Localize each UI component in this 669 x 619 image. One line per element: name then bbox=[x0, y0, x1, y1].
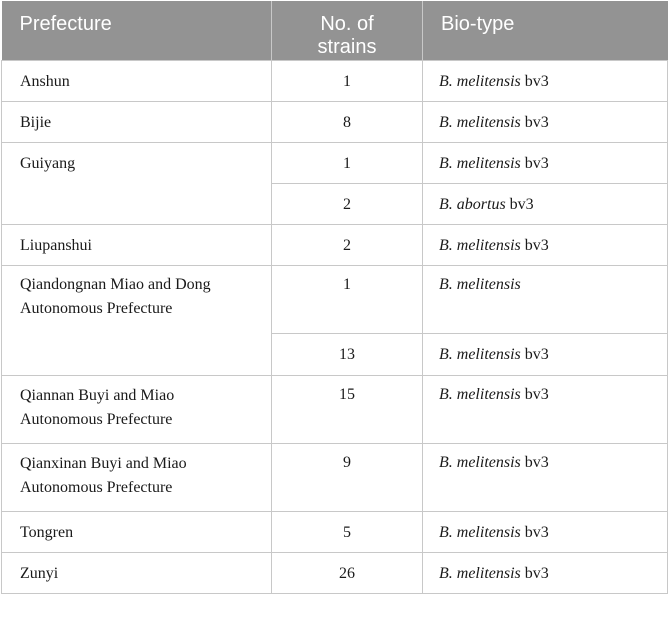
biovar: bv3 bbox=[524, 523, 549, 541]
header-row bbox=[2, 1, 668, 60]
table-row bbox=[2, 60, 668, 101]
cell-biotype bbox=[423, 224, 668, 265]
header-strains bbox=[272, 1, 423, 60]
cell-biotype bbox=[423, 265, 668, 333]
table-header bbox=[2, 1, 668, 60]
table-row bbox=[2, 142, 668, 183]
cell-biotype bbox=[423, 552, 668, 593]
prefecture-line2: Autonomous Prefecture bbox=[20, 478, 173, 496]
species-name: B. melitensis bbox=[439, 236, 521, 254]
cell-biotype bbox=[423, 60, 668, 101]
prefecture-line1: Qianxinan Buyi and Miao bbox=[20, 454, 187, 472]
cell-prefecture: Tongren bbox=[2, 511, 272, 552]
brucella-strains-table bbox=[1, 1, 668, 594]
species-name: B. melitensis bbox=[439, 72, 521, 90]
biovar: bv3 bbox=[524, 236, 549, 254]
biovar: bv3 bbox=[524, 564, 549, 582]
species-name: B. melitensis bbox=[439, 154, 521, 172]
prefecture-line2: Autonomous Prefecture bbox=[20, 299, 173, 317]
cell-strains: 8 bbox=[272, 101, 423, 142]
cell-biotype bbox=[423, 101, 668, 142]
header-prefecture: Prefecture bbox=[2, 1, 272, 60]
biovar: bv3 bbox=[524, 72, 549, 90]
species-name: B. melitensis bbox=[439, 523, 521, 541]
biovar: bv3 bbox=[509, 195, 534, 213]
cell-biotype bbox=[423, 443, 668, 511]
table-row bbox=[2, 101, 668, 142]
prefecture-line2: Autonomous Prefecture bbox=[20, 410, 173, 428]
cell-strains: 15 bbox=[272, 375, 423, 443]
table-body bbox=[2, 60, 668, 593]
header-strains-line2: strains bbox=[317, 36, 377, 58]
biovar: bv3 bbox=[524, 345, 549, 363]
species-name: B. melitensis bbox=[439, 453, 521, 471]
table-row bbox=[2, 443, 668, 511]
species-name: B. melitensis bbox=[439, 385, 521, 403]
cell-strains: 9 bbox=[272, 443, 423, 511]
cell-biotype bbox=[423, 375, 668, 443]
cell-prefecture: Liupanshui bbox=[2, 224, 272, 265]
table-row bbox=[2, 375, 668, 443]
biovar: bv3 bbox=[524, 113, 549, 131]
cell-biotype bbox=[423, 333, 668, 375]
species-name: B. melitensis bbox=[439, 275, 521, 293]
biovar: bv3 bbox=[524, 385, 549, 403]
cell-strains: 2 bbox=[272, 183, 423, 224]
species-name: B. melitensis bbox=[439, 113, 521, 131]
prefecture-line1: Qiannan Buyi and Miao bbox=[20, 386, 175, 404]
species-name: B. abortus bbox=[439, 195, 506, 213]
cell-strains: 1 bbox=[272, 142, 423, 183]
cell-biotype bbox=[423, 142, 668, 183]
table-row bbox=[2, 511, 668, 552]
cell-prefecture: Guiyang bbox=[2, 142, 272, 224]
cell-strains: 1 bbox=[272, 60, 423, 101]
prefecture-line1: Qiandongnan Miao and Dong bbox=[20, 275, 211, 293]
cell-strains: 2 bbox=[272, 224, 423, 265]
cell-biotype bbox=[423, 183, 668, 224]
species-name: B. melitensis bbox=[439, 345, 521, 363]
cell-prefecture bbox=[2, 375, 272, 443]
table-row bbox=[2, 224, 668, 265]
biovar: bv3 bbox=[524, 453, 549, 471]
cell-strains: 26 bbox=[272, 552, 423, 593]
biovar: bv3 bbox=[524, 154, 549, 172]
cell-biotype bbox=[423, 511, 668, 552]
cell-prefecture: Anshun bbox=[2, 60, 272, 101]
cell-prefecture: Zunyi bbox=[2, 552, 272, 593]
cell-prefecture bbox=[2, 265, 272, 375]
table-row bbox=[2, 552, 668, 593]
cell-strains: 13 bbox=[272, 333, 423, 375]
cell-strains: 1 bbox=[272, 265, 423, 333]
cell-prefecture: Bijie bbox=[2, 101, 272, 142]
cell-strains: 5 bbox=[272, 511, 423, 552]
cell-prefecture bbox=[2, 443, 272, 511]
header-strains-line1: No. of bbox=[320, 13, 374, 35]
header-biotype: Bio-type bbox=[423, 1, 668, 60]
species-name: B. melitensis bbox=[439, 564, 521, 582]
table-row bbox=[2, 265, 668, 333]
